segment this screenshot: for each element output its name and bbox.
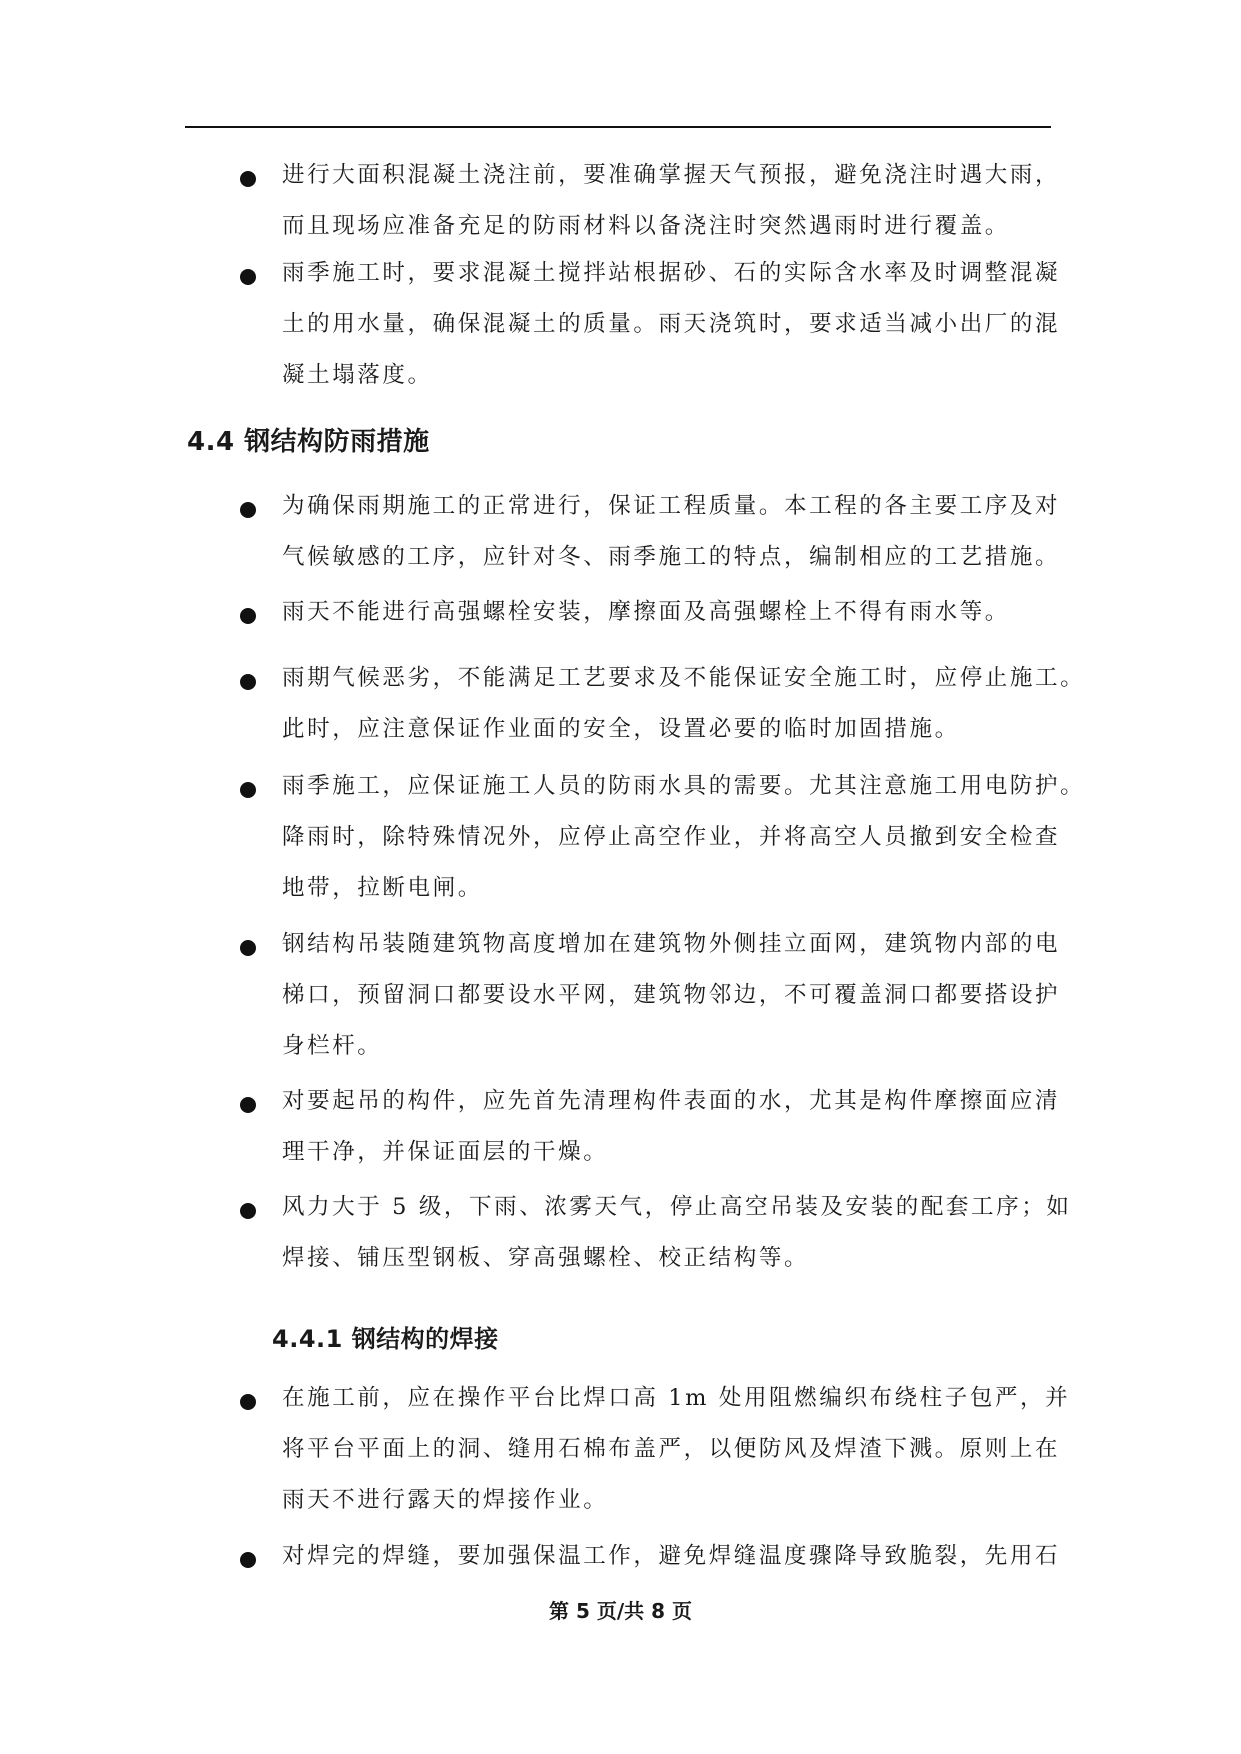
page-number: 第 5 页/共 8 页 — [549, 1599, 692, 1623]
paragraph-line: 对要起吊的构件，应先首先清理构件表面的水，尤其是构件摩擦面应清 — [282, 1088, 1061, 1114]
paragraph-line: 雨季施工时，要求混凝土搅拌站根据砂、石的实际含水率及时调整混凝 — [282, 260, 1061, 286]
bullet-icon — [240, 608, 256, 624]
bullet-icon — [240, 1394, 256, 1410]
paragraph-line: 对焊完的焊缝，要加强保温工作，避免焊缝温度骤降导致脆裂，先用石 — [282, 1543, 1061, 1569]
bullet-icon — [240, 269, 256, 285]
paragraph-line: 地带，拉断电闸。 — [282, 875, 483, 901]
paragraph-line: 雨天不进行露天的焊接作业。 — [282, 1487, 609, 1513]
paragraph-line: 气候敏感的工序，应针对冬、雨季施工的特点，编制相应的工艺措施。 — [282, 544, 1061, 570]
paragraph-line: 钢结构吊装随建筑物高度增加在建筑物外侧挂立面网，建筑物内部的电 — [282, 931, 1061, 957]
paragraph-line: 而且现场应准备充足的防雨材料以备浇注时突然遇雨时进行覆盖。 — [282, 213, 1010, 239]
paragraph-line: 理干净，并保证面层的干燥。 — [282, 1139, 609, 1165]
paragraph-line: 将平台平面上的洞、缝用石棉布盖严，以便防风及焊渣下溅。原则上在 — [282, 1436, 1061, 1462]
paragraph-line: 身栏杆。 — [282, 1033, 383, 1059]
header-rule — [185, 126, 1051, 128]
bullet-icon — [240, 1552, 256, 1568]
bullet-icon — [240, 940, 256, 956]
paragraph-line: 雨天不能进行高强螺栓安装，摩擦面及高强螺栓上不得有雨水等。 — [282, 599, 1010, 625]
paragraph-line: 焊接、铺压型钢板、穿高强螺栓、校正结构等。 — [282, 1245, 810, 1271]
paragraph-line: 梯口，预留洞口都要设水平网，建筑物邻边，不可覆盖洞口都要搭设护 — [282, 982, 1061, 1008]
paragraph-line: 风力大于 5 级，下雨、浓雾天气，停止高空吊装及安装的配套工序；如 — [282, 1194, 1072, 1220]
bullet-icon — [240, 502, 256, 518]
paragraph-line: 雨期气候恶劣，不能满足工艺要求及不能保证安全施工时，应停止施工。 — [282, 665, 1086, 691]
subsection-heading: 4.4.1 钢结构的焊接 — [272, 1325, 499, 1353]
paragraph-line: 土的用水量，确保混凝土的质量。雨天浇筑时，要求适当减小出厂的混 — [282, 311, 1061, 337]
bullet-icon — [240, 782, 256, 798]
bullet-icon — [240, 1203, 256, 1219]
bullet-icon — [240, 674, 256, 690]
bullet-icon — [240, 1097, 256, 1113]
bullet-icon — [240, 171, 256, 187]
section-heading: 4.4 钢结构防雨措施 — [187, 427, 430, 457]
paragraph-line: 雨季施工，应保证施工人员的防雨水具的需要。尤其注意施工用电防护。 — [282, 773, 1086, 799]
paragraph-line: 在施工前，应在操作平台比焊口高 1m 处用阻燃编织布绕柱子包严，并 — [282, 1385, 1071, 1411]
paragraph-line: 进行大面积混凝土浇注前，要准确掌握天气预报，避免浇注时遇大雨， — [282, 162, 1061, 188]
paragraph-line: 降雨时，除特殊情况外，应停止高空作业，并将高空人员撤到安全检查 — [282, 824, 1061, 850]
paragraph-line: 此时，应注意保证作业面的安全，设置必要的临时加固措施。 — [282, 716, 960, 742]
paragraph-line: 为确保雨期施工的正常进行，保证工程质量。本工程的各主要工序及对 — [282, 493, 1061, 519]
paragraph-line: 凝土塌落度。 — [282, 362, 433, 388]
